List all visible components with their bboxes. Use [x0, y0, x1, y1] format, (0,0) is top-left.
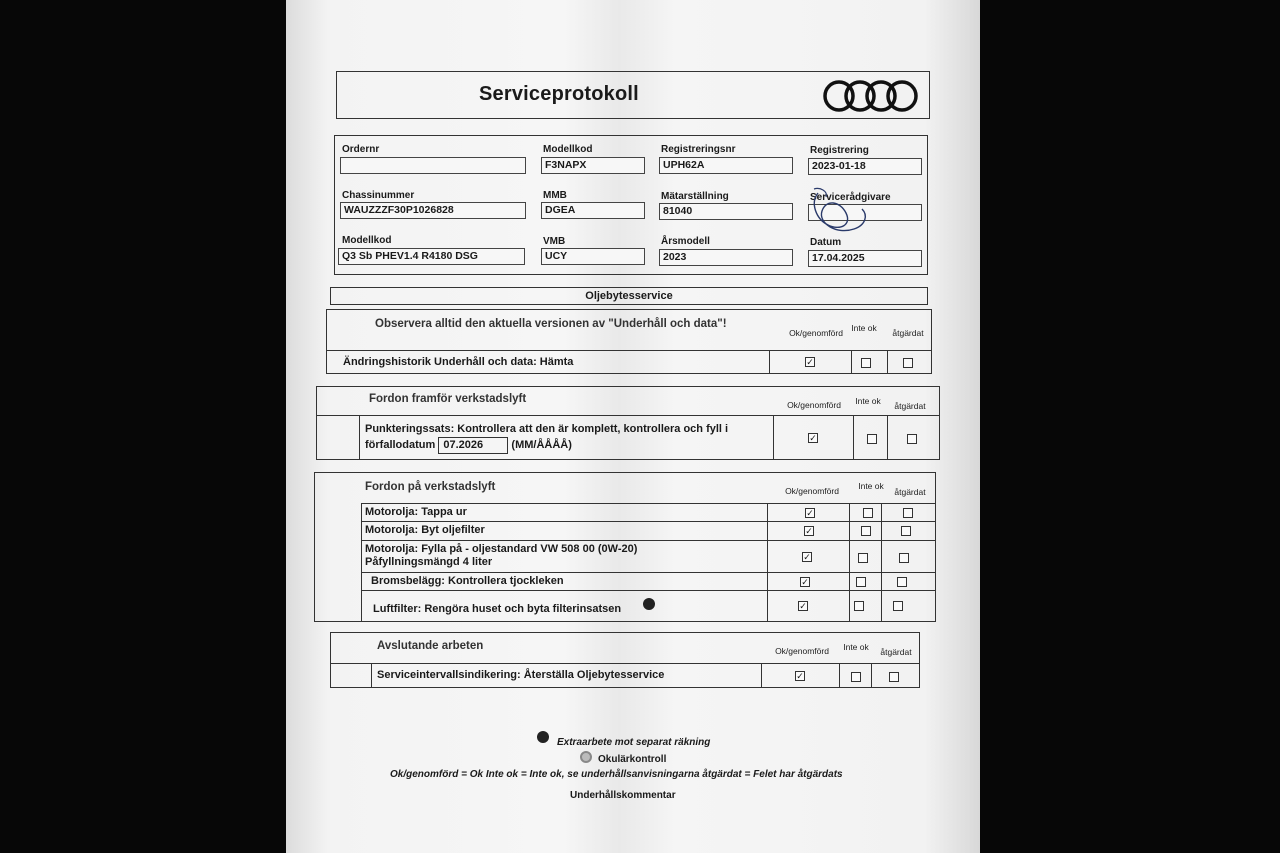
extra-work-marker-icon	[643, 598, 655, 610]
col-ok-header: Ok/genomförd	[787, 400, 841, 410]
inte-ok-checkbox[interactable]	[854, 601, 864, 611]
table-row	[361, 503, 935, 521]
row-label: Serviceintervallsindikering: Återställa Oljebytesservice	[377, 669, 665, 681]
registrering-field: 2023-01-18	[808, 158, 922, 175]
header-box	[336, 71, 930, 119]
row-label: Bromsbelägg: Kontrollera tjockleken	[371, 575, 564, 587]
col-inte-ok-header: Inte ok	[855, 396, 881, 406]
matar-label: Mätarställning	[661, 191, 729, 202]
radgivare-label: Servicerådgivare	[810, 192, 891, 203]
arsmodell-label: Årsmodell	[661, 236, 710, 247]
inte-ok-checkbox[interactable]	[867, 434, 877, 444]
inte-ok-checkbox[interactable]	[851, 672, 861, 682]
mmb-field: DGEA	[541, 202, 645, 219]
datum-label: Datum	[810, 237, 842, 248]
regnr-field: UPH62A	[659, 157, 793, 174]
atgardat-checkbox[interactable]	[907, 434, 917, 444]
legend-okular: Okulärkontroll	[598, 754, 667, 765]
modellkod-label: Modellkod	[543, 144, 593, 155]
col-atgardat-header: åtgärdat	[892, 328, 924, 338]
inte-ok-checkbox[interactable]	[861, 526, 871, 536]
col-inte-ok-header: Inte ok	[843, 642, 869, 652]
col-ok-header: Ok/genomförd	[775, 646, 829, 656]
table-row	[327, 350, 931, 373]
maintenance-comment-label: Underhållskommentar	[570, 790, 676, 801]
atgardat-checkbox[interactable]	[893, 601, 903, 611]
col-inte-ok-header: Inte ok	[858, 481, 884, 491]
ok-checkbox[interactable]: ✓	[806, 508, 814, 518]
handwritten-signature	[806, 185, 876, 240]
vmb-label: VMB	[543, 236, 566, 247]
expiry-date-field: 07.2026	[438, 437, 508, 454]
page-title: Serviceprotokoll	[479, 83, 639, 105]
row-label: Motorolja: Fylla på - oljestandard VW 508 00 (0W-20)	[365, 543, 638, 555]
atgardat-checkbox[interactable]	[901, 526, 911, 536]
modell-field: Q3 Sb PHEV1.4 R4180 DSG	[338, 248, 525, 265]
section-heading: Fordon på verkstadslyft	[365, 481, 496, 493]
row-label: Motorolja: Tappa ur	[365, 506, 467, 518]
row-label-cont: förfallodatum	[365, 439, 436, 451]
ordernr-label: Ordernr	[342, 144, 380, 155]
section-avslutande	[330, 632, 920, 688]
service-type-title: Oljebytesservice	[330, 287, 928, 305]
atgardat-checkbox[interactable]	[899, 553, 909, 563]
ok-checkbox[interactable]: ✓	[801, 577, 809, 587]
table-row	[361, 540, 935, 572]
section-pa-lyft	[314, 472, 936, 622]
ok-checkbox[interactable]: ✓	[806, 357, 814, 367]
col-atgardat-header: åtgärdat	[894, 401, 926, 411]
row-label: Punkteringssats: Kontrollera att den är komplett, kontrollera och fyll i	[365, 423, 729, 435]
ok-checkbox[interactable]: ✓	[805, 526, 813, 536]
visual-inspection-icon	[580, 751, 592, 763]
section-heading: Observera alltid den aktuella versionen av "Underhåll och data"!	[375, 318, 727, 330]
arsmodell-field: 2023	[659, 249, 793, 266]
atgardat-checkbox[interactable]	[903, 508, 913, 518]
section-heading: Fordon framför verkstadslyft	[369, 393, 527, 405]
chassis-label: Chassinummer	[342, 190, 415, 201]
table-row	[317, 415, 939, 459]
modellkod-field: F3NAPX	[541, 157, 645, 174]
modell-label: Modellkod	[342, 235, 392, 246]
col-atgardat-header: åtgärdat	[880, 647, 912, 657]
col-atgardat-header: åtgärdat	[894, 487, 926, 497]
section-heading: Avslutande arbeten	[377, 640, 484, 652]
ok-checkbox[interactable]: ✓	[803, 552, 811, 562]
extra-work-legend-icon	[537, 731, 549, 743]
ordernr-field	[340, 157, 526, 174]
atgardat-checkbox[interactable]	[903, 358, 913, 368]
row-label: Luftfilter: Rengöra huset och byta filterinsatsen	[373, 603, 622, 615]
audi-rings-logo	[821, 78, 921, 114]
registrering-label: Registrering	[810, 145, 869, 156]
table-row	[361, 521, 935, 540]
ok-checkbox[interactable]: ✓	[796, 671, 804, 681]
chassis-field: WAUZZZF30P1026828	[340, 202, 526, 219]
col-inte-ok-header: Inte ok	[851, 323, 877, 333]
matar-field: 81040	[659, 203, 793, 220]
table-row	[331, 663, 919, 687]
col-ok-header: Ok/genomförd	[785, 486, 839, 496]
row-label-cont: Påfyllningsmängd 4 liter	[365, 556, 493, 568]
inte-ok-checkbox[interactable]	[858, 553, 868, 563]
mmb-label: MMB	[543, 190, 567, 201]
datum-field: 17.04.2025	[808, 250, 922, 267]
atgardat-checkbox[interactable]	[889, 672, 899, 682]
regnr-label: Registreringsnr	[661, 144, 736, 155]
ok-checkbox[interactable]: ✓	[799, 601, 807, 611]
col-ok-header: Ok/genomförd	[789, 328, 843, 338]
section-observera	[326, 309, 932, 374]
inte-ok-checkbox[interactable]	[863, 508, 873, 518]
inte-ok-checkbox[interactable]	[856, 577, 866, 587]
atgardat-checkbox[interactable]	[897, 577, 907, 587]
row-label: Ändringshistorik Underhåll och data: Hämta	[343, 356, 574, 368]
table-row	[361, 590, 935, 621]
section-framfor-lyft	[316, 386, 940, 460]
ok-checkbox[interactable]: ✓	[809, 433, 817, 443]
inte-ok-checkbox[interactable]	[861, 358, 871, 368]
legend-explanation: Ok/genomförd = Ok Inte ok = Inte ok, se underhållsanvisningarna åtgärdat = Felet har åtgärdats	[390, 769, 843, 780]
table-row	[361, 572, 935, 590]
legend-extra: Extraarbete mot separat räkning	[557, 737, 711, 748]
row-label: Motorolja: Byt oljefilter	[365, 524, 485, 536]
vmb-field: UCY	[541, 248, 645, 265]
date-format: (MM/ÅÅÅÅ)	[511, 439, 572, 451]
